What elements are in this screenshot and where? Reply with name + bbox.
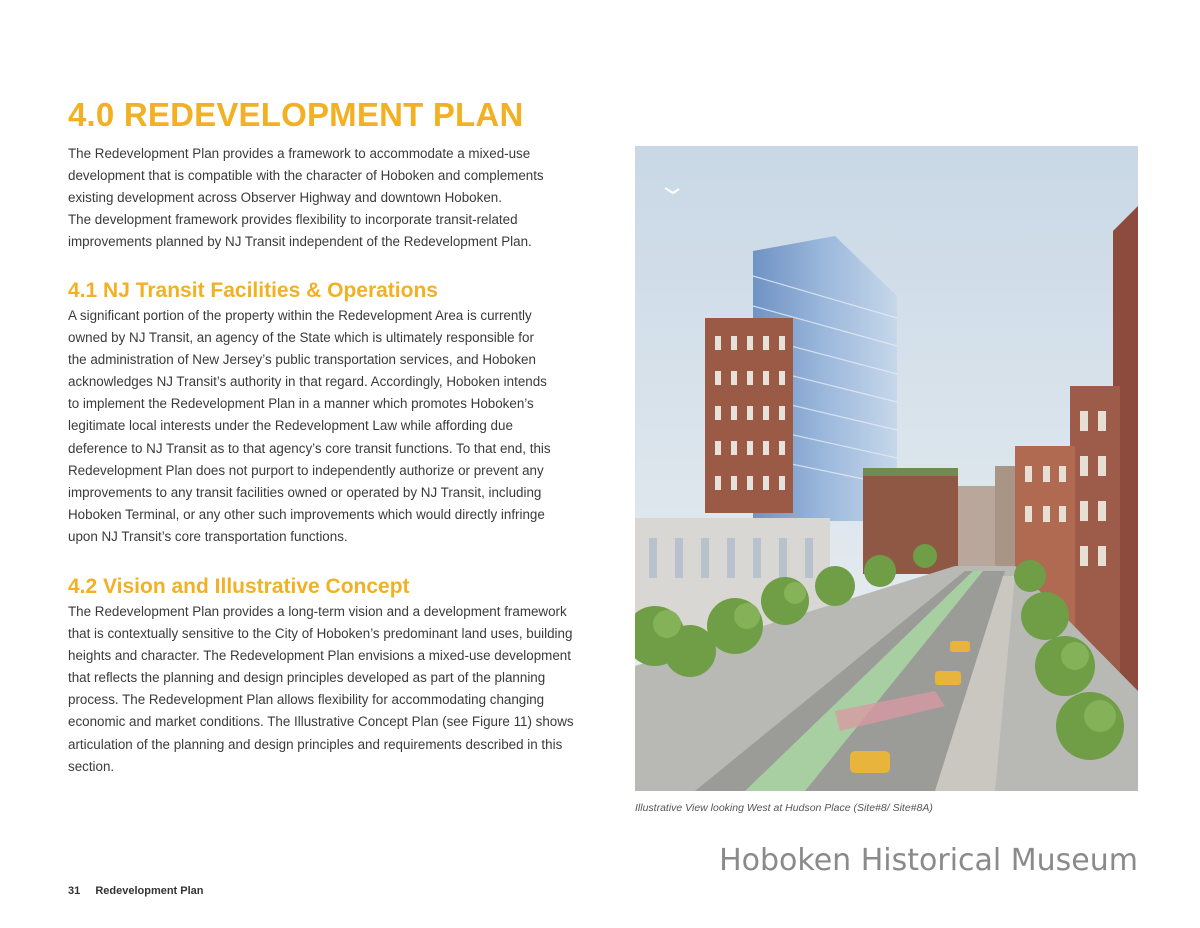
text-line: that is contextually sensitive to the City of Hoboken’s predominant land uses, building <box>68 626 573 642</box>
section-4-1-paragraph <box>68 305 551 548</box>
section-4-1-title: 4.1 NJ Transit Facilities & Operations <box>68 279 438 302</box>
street-illustration <box>635 146 1138 791</box>
page-number: 31 <box>68 885 81 897</box>
illustrative-street-view-image <box>635 146 1138 791</box>
text-line: development that is compatible with the character of Hoboken and complements <box>68 168 544 184</box>
page-heading: 4.0 REDEVELOPMENT PLAN <box>68 96 524 133</box>
text-line: that reflects the planning and design principles developed as part of the planning <box>68 670 546 686</box>
text-line: improvements to any transit facilities owned or operated by NJ Transit, including <box>68 484 542 500</box>
page-footer <box>68 885 204 897</box>
section-4-2-title: 4.2 Vision and Illustrative Concept <box>68 575 410 598</box>
image-caption: Illustrative View looking West at Hudson Place (Site#8/ Site#8A) <box>635 802 933 814</box>
text-line: process. The Redevelopment Plan allows flexibility for accommodating changing <box>68 692 545 708</box>
text-line: upon NJ Transit’s core transportation functions. <box>68 528 348 544</box>
text-line: A significant portion of the property within the Redevelopment Area is currently <box>68 308 532 323</box>
footer-label: Redevelopment Plan <box>95 885 204 897</box>
text-line: acknowledges NJ Transit’s authority in that regard. Accordingly, Hoboken intends <box>68 374 547 390</box>
intro-paragraph <box>68 143 544 253</box>
text-line: section. <box>68 758 115 774</box>
text-line: The Redevelopment Plan provides a long-term vision and a development framework <box>68 604 567 619</box>
text-line: The Redevelopment Plan provides a framework to accommodate a mixed-use <box>68 146 531 161</box>
section-4-2-paragraph <box>68 601 574 778</box>
text-line: Hoboken Terminal, or any other such improvements which would directly infringe <box>68 506 545 522</box>
text-line: existing development across Observer Highway and downtown Hoboken. <box>68 190 502 206</box>
text-line: the administration of New Jersey’s public transportation services, and Hoboken <box>68 352 536 368</box>
text-line: improvements planned by NJ Transit independent of the Redevelopment Plan. <box>68 234 532 250</box>
text-line: to implement the Redevelopment Plan in a manner which promotes Hoboken’s <box>68 396 534 412</box>
text-line: owned by NJ Transit, an agency of the State which is ultimately responsible for <box>68 330 534 346</box>
text-line: articulation of the planning and design principles and requirements described in this <box>68 736 563 752</box>
text-line: Redevelopment Plan does not purport to independently authorize or prevent any <box>68 462 544 478</box>
text-line: economic and market conditions. The Illustrative Concept Plan (see Figure 11) shows <box>68 714 574 730</box>
text-line: heights and character. The Redevelopment Plan envisions a mixed-use development <box>68 648 571 664</box>
museum-watermark: Hoboken Historical Museum <box>719 843 1138 878</box>
text-line: deference to NJ Transit as to that agency’s core transit functions. To that end, this <box>68 440 551 456</box>
text-line: The development framework provides flexibility to incorporate transit-related <box>68 212 518 228</box>
text-line: legitimate local interests under the Redevelopment Law while affording due <box>68 418 513 434</box>
